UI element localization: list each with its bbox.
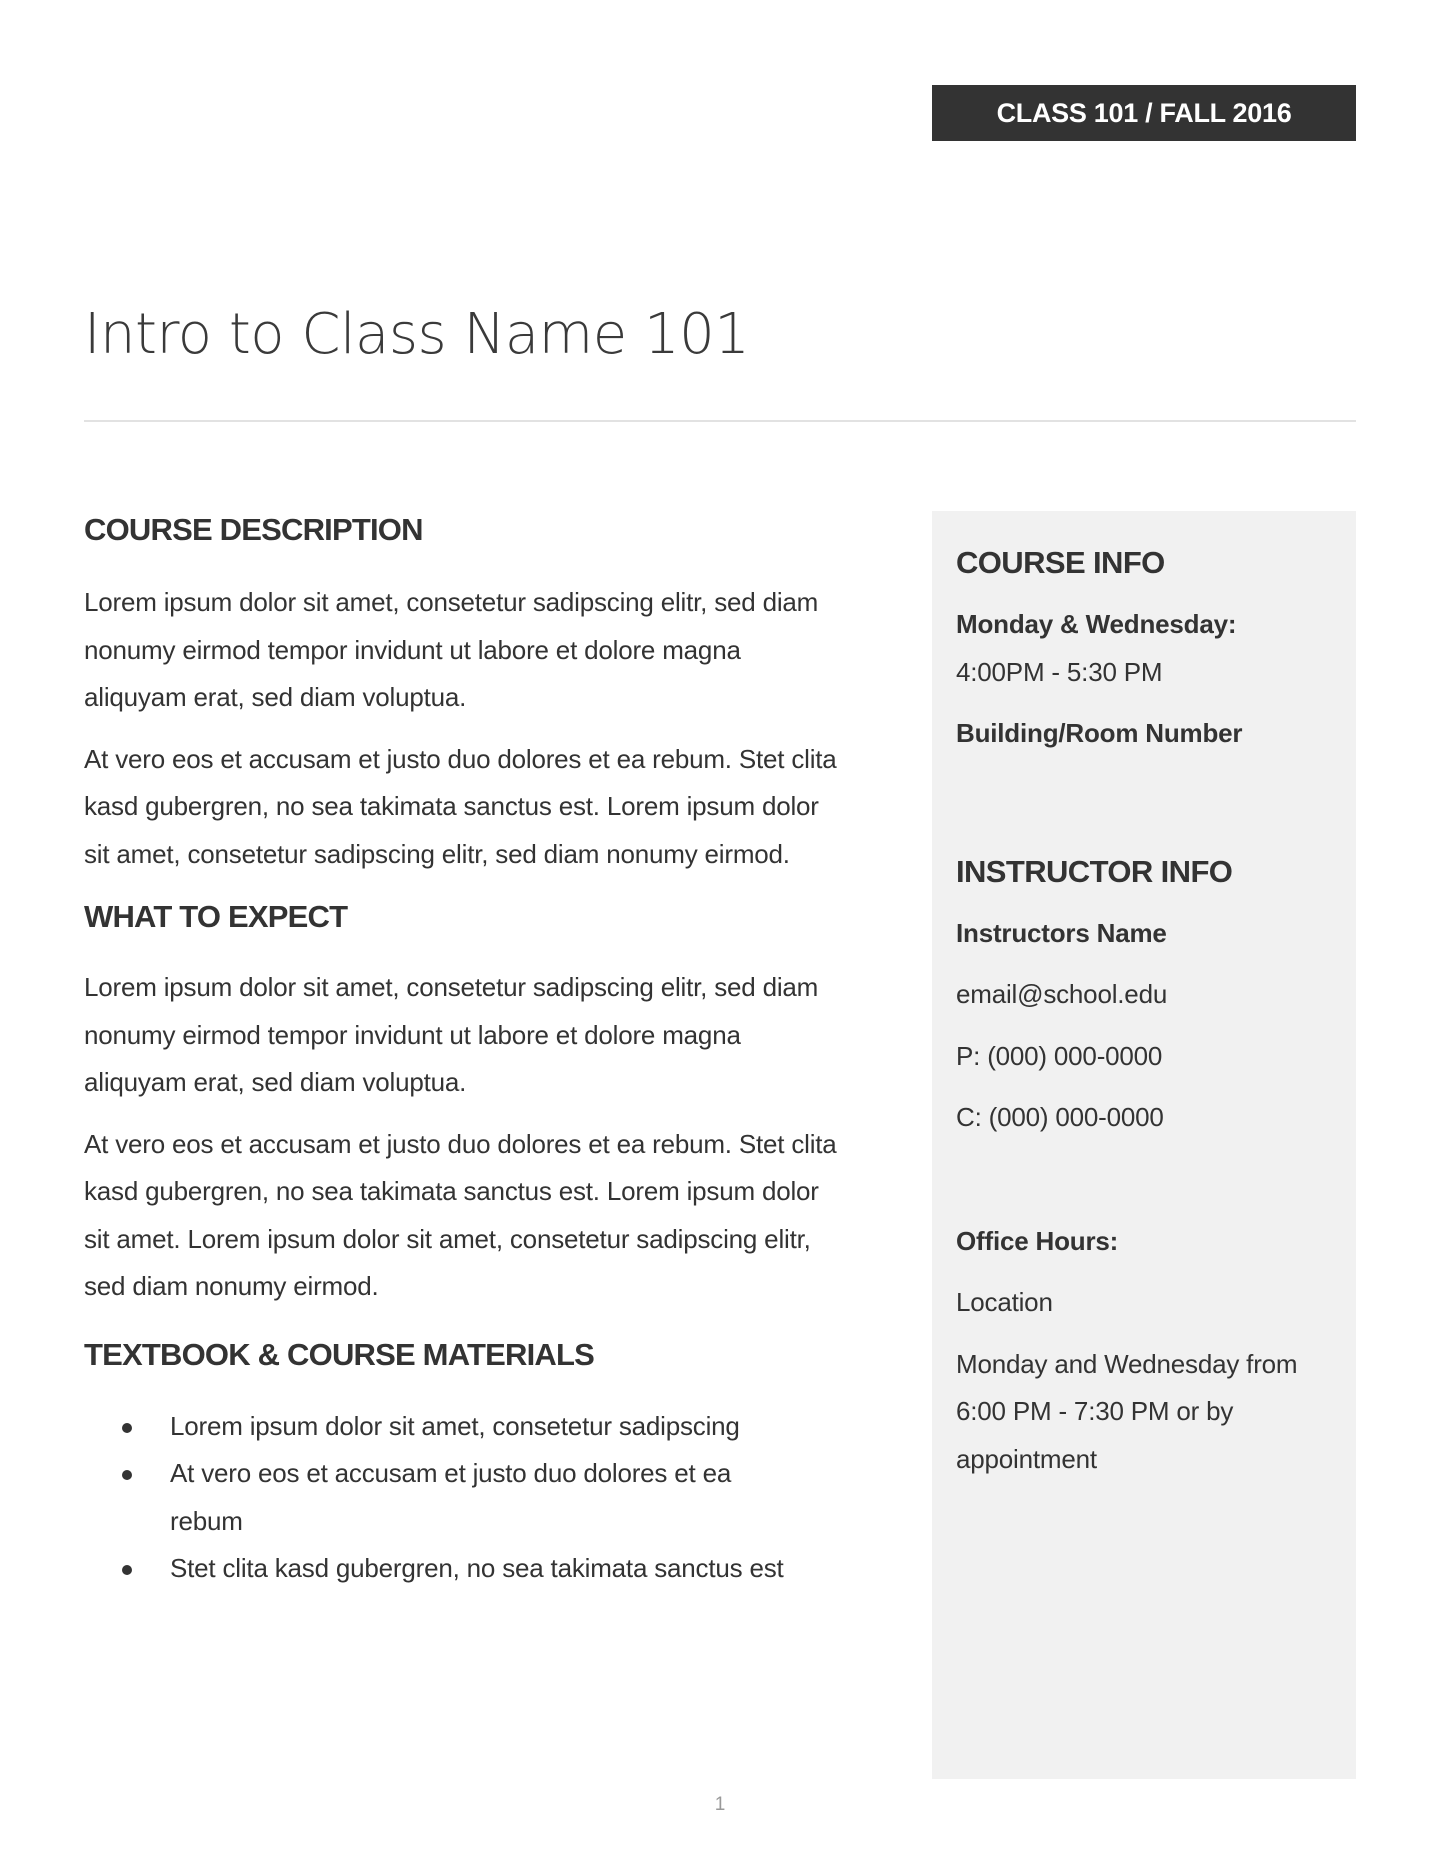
bullet-icon xyxy=(122,1470,132,1480)
instructor-email[interactable]: email@school.edu xyxy=(956,979,1168,1009)
main-column xyxy=(84,508,844,1593)
course-days: Monday & Wednesday: xyxy=(956,609,1237,639)
list-item-text: Stet clita kasd gubergren, no sea takimata sanctus est xyxy=(170,1553,784,1583)
list-item-text: Lorem ipsum dolor sit amet, consetetur sadipscing xyxy=(170,1410,740,1441)
what-to-expect-heading: WHAT TO EXPECT xyxy=(84,899,348,934)
materials-section xyxy=(84,1333,844,1593)
instructor-cell: C: (000) 000-0000 xyxy=(956,1102,1164,1132)
instructor-info-heading: INSTRUCTOR INFO xyxy=(956,853,1233,889)
class-term-badge xyxy=(932,85,1356,141)
title-divider xyxy=(84,420,1356,422)
course-description-heading: COURSE DESCRIPTION xyxy=(84,512,423,547)
class-term-label: CLASS 101 / FALL 2016 xyxy=(996,97,1292,128)
course-description-paragraph: Lorem ipsum dolor sit amet, consetetur sadipscing elitr, sed diam nonumy eirmod tempor invidunt ut labore et dolore magna aliquyam erat, sed diam voluptua. xyxy=(84,587,819,712)
list-item-text: At vero eos et accusam et justo duo dolores et ea rebum xyxy=(170,1458,732,1536)
course-time: 4:00PM - 5:30 PM xyxy=(956,656,1163,687)
page-number: 1 xyxy=(714,1794,726,1815)
materials-list xyxy=(84,1403,844,1593)
list-item xyxy=(84,1450,770,1545)
page-title: Intro to Class Name 101 xyxy=(84,302,750,367)
what-to-expect-paragraph: Lorem ipsum dolor sit amet, consetetur sadipscing elitr, sed diam nonumy eirmod tempor invidunt ut labore et dolore magna aliquyam erat, sed diam voluptua. xyxy=(84,972,819,1097)
what-to-expect-paragraph: At vero eos et accusam et justo duo dolores et ea rebum. Stet clita kasd gubergren, no sea takimata sanctus est. Lorem ipsum dolor sit amet. Lorem ipsum dolor sit amet, consetetur sadipscing elitr, sed diam nonumy eirmod. xyxy=(84,1128,837,1301)
what-to-expect-section xyxy=(84,895,844,1311)
office-hours-label: Office Hours: xyxy=(956,1225,1119,1256)
course-room: Building/Room Number xyxy=(956,718,1243,748)
bullet-icon xyxy=(122,1565,132,1575)
office-hours-schedule: Monday and Wednesday from 6:00 PM - 7:30 PM or by appointment xyxy=(956,1348,1298,1474)
list-item xyxy=(84,1403,870,1451)
bullet-icon xyxy=(122,1423,132,1433)
course-description-paragraph: At vero eos et accusam et justo duo dolores et ea rebum. Stet clita kasd gubergren, no sea takimata sanctus est. Lorem ipsum dolor sit amet, consetetur sadipscing elitr, sed diam nonumy eirmod. xyxy=(84,743,837,869)
info-sidebar xyxy=(932,511,1356,1779)
course-info-heading: COURSE INFO xyxy=(956,545,1165,580)
list-item xyxy=(84,1545,930,1593)
instructor-name: Instructors Name xyxy=(956,917,1167,948)
instructor-phone: P: (000) 000-0000 xyxy=(956,1040,1163,1071)
course-description-section xyxy=(84,508,844,878)
materials-heading: TEXTBOOK & COURSE MATERIALS xyxy=(84,1336,595,1372)
office-hours-location: Location xyxy=(956,1287,1053,1317)
